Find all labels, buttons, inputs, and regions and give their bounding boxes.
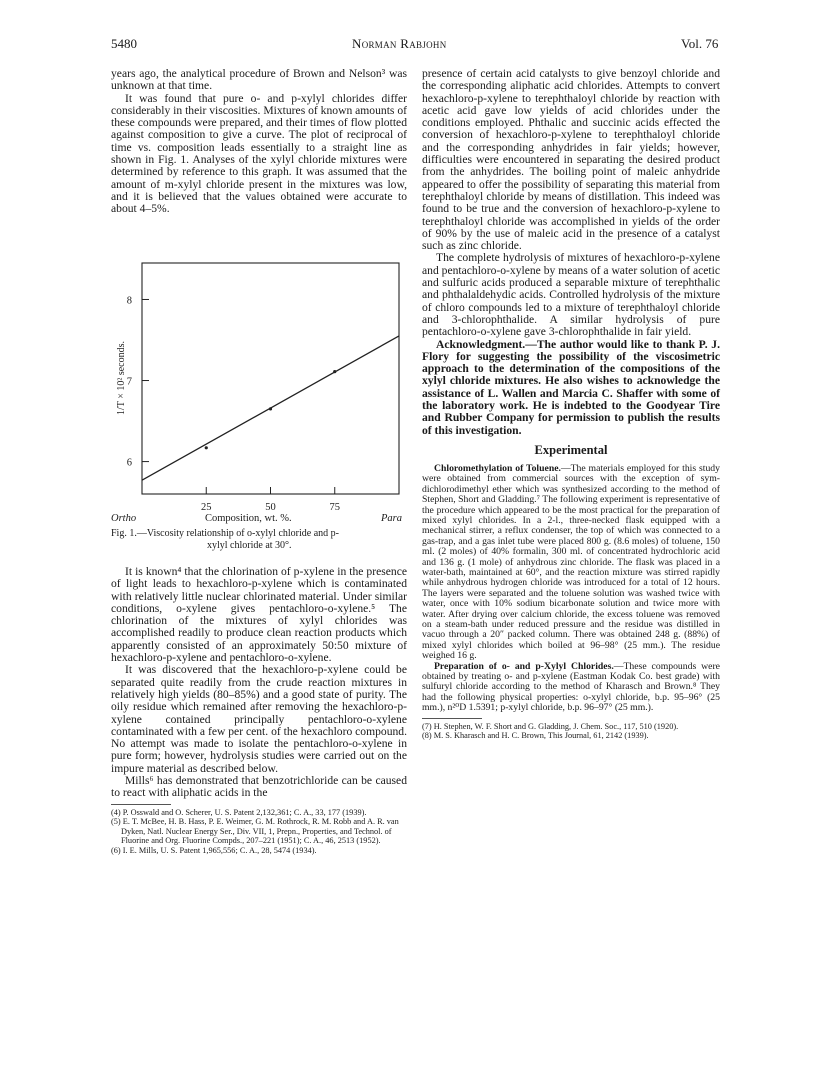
ack-text: —The author would like to thank P. J. Flory for suggesting the possibility of the viscosimetric approach to the determination of the compositions of the xylyl chloride mixtures. He also wishes to acknowledge the assistance of L. Wallen and Marcia C. Shaffer with some of the laboratory work. He is indebted to the Goodyear Tire and Rubber Company for permission to publish the results of this investigation. (422, 337, 720, 437)
paragraph: It was found that pure o- and p-xylyl chlorides differ considerably in their viscosities. Mixtures of known amounts of these compounds were prepared, and their times of flow plotted against composition to give a curve. The plot of reciprocal of time vs. composition leads essentially to a straight line as shown in Fig. 1. Analyses of the xylyl chloride mixtures were determined by reference to this graph. It was assumed that the amount of m-xylyl chloride present in the mixtures was low, and it is believed that the values obtained were accurate to about 4–5%. (111, 91, 407, 216)
paragraph: years ago, the analytical procedure of Brown and Nelson³ was unknown at that time. (111, 67, 407, 93)
fit-line (142, 336, 399, 480)
footnote: (8) M. S. Kharasch and H. C. Brown, This Journal, 61, 2142 (1939). (422, 731, 649, 741)
footnote: (6) I. E. Mills, U. S. Patent 1,965,556; C. A., 28, 5474 (1934). (111, 846, 317, 856)
data-point (333, 370, 336, 373)
y-tick-label: 7 (126, 376, 132, 388)
para-label: Para (381, 513, 402, 524)
x-tick-label: 25 (201, 502, 212, 513)
footnote-rule (422, 718, 482, 719)
paragraph: presence of certain acid catalysts to give benzoyl chloride and the corresponding aliphatic acid chlorides. Attempts to convert hexachloro-p-xylene to terephthaloyl chloride by reaction with acetic acid gave low yields of acid chlorides under the conditions employed. Phthalic and succinic acids effected the conversion of hexachloro-p-xylene to terephthaloyl chloride and the corresponding anhydrides in fair yields; however, difficulties were encountered in separating the desired product from the anhydrides. The boiling point of maleic anhydride appeared to offer the possibility of separating this material from terephthaloyl chloride by means of distillation. This indeed was found to be true and the conversion of hexachloro-p-xylene to terephthaloyl chloride was accomplished in yields of the order of 90% by the use of maleic acid in the presence of a catalyst such as zinc chloride. (422, 67, 720, 253)
caption-line: xylyl chloride at 30°. (207, 540, 292, 551)
y-tick-label: 8 (126, 295, 132, 307)
footnote: (7) H. Stephen, W. F. Short and G. Gladding, J. Chem. Soc., 117, 510 (1920). (422, 721, 679, 731)
paragraph: It was discovered that the hexachloro-p-xylene could be separated quite readily from the crude reaction mixtures in relatively high yields (80–85%) and a good state of purity. The oily residue which remained after removing the hexachloro-p-xylene contained principally pentachloro-o-xylene contaminated with a few per cent. of the hexachloro compound. No attempt was made to isolate the pentachloro-o-xylene in pure form; however, hydrolysis studies were carried out on the impure material as described below. (111, 663, 407, 775)
experimental-heading: Experimental (534, 442, 608, 457)
chart-frame (142, 263, 399, 494)
acknowledgment (422, 339, 720, 437)
footnote: (5) E. T. McBee, H. B. Hass, P. E. Weimer, G. M. Rothrock, R. M. Robb and A. R. van Dyken, Natl. Nuclear Energy Ser., Div. VII, 1, Prepn., Properties, and Technol. of Fluorine and Org. Fluorine Compds., 207–221 (1951); C. A., 46, 2513 (1952). (111, 817, 399, 846)
exp2-heading: Preparation of o- and p-Xylyl Chlorides. (434, 660, 614, 672)
y-axis-label: 1/T × 10² seconds. (116, 340, 127, 416)
page-number: 5480 (111, 36, 137, 51)
exp2-text: —These compounds were obtained by treating o- and p-xylene (Eastman Kodak Co. best grade) with sulfuryl chloride according to the method of Kharasch and Brown.⁸ They had the following physical properties: o-xylyl chloride, b.p. 95–96° (25 mm.), n²⁰D 1.5391; p-xylyl chloride, b.p. 96–97° (25 mm.). (422, 660, 720, 714)
experimental-paragraph (422, 464, 720, 662)
footnote: (4) P. Osswald and O. Scherer, U. S. Patent 2,132,361; C. A., 33, 177 (1939). (111, 807, 367, 817)
left-column-bottom (111, 566, 407, 856)
paragraph: Mills⁶ has demonstrated that benzotrichloride can be caused to react with aliphatic acids in the (111, 774, 407, 800)
right-column (422, 68, 720, 741)
exp1-text: —The materials employed for this study were obtained from commercial sources with the exception of sym-dichlorodimethyl ether which was synthesized according to the method of Stephen, Short and Gladding.⁷ The following experiment is representative of the procedure which appeared to be the most practical for the preparation of mixed xylyl chlorides. In a 2-l., three-necked flask equipped with a mechanical stirrer, a reflux condenser, the top of which was connected to a gas-trap, and a gas inlet tube were placed 800 g. (8.6 moles) of toluene, 150 ml. (2 moles) of 40% formalin, 300 ml. of concentrated hydrochloric acid and 136 g. (1 mole) of anhydrous zinc chloride. The flask was placed in a water-bath, maintained at 60°, and the reaction mixture was stirred rapidly while anhydrous hydrogen chloride was introduced for a total of 12 hours. The layers were separated and the toluene solution was washed twice with water, once with 10% sodium bicarbonate solution and twice more with water. After drying over calcium chloride, the excess toluene was removed on a steam-bath under reduced pressure and the residue was distilled in vacuo through a 20″ packed column. There was obtained 248 g. (88%) of mixed xylyl chlorides which boiled at 96–98° (25 mm.). The residue weighed 16 g. (422, 462, 720, 662)
data-point (205, 446, 208, 449)
y-tick-label: 6 (126, 457, 132, 469)
running-author: Norman Rabjohn (352, 36, 447, 51)
paragraph: It is known⁴ that the chlorination of p-xylene in the presence of light leads to hexachloro-p-xylene which is contaminated with relatively little nuclear chlorinated material. Under similar conditions, o-xylene gives pentachloro-o-xylene.⁵ The chlorination of the mixtures of xylyl chlorides was accomplished readily to produce clean reaction products which apparently consisted of an approximately 50:50 mixture of hexachloro-p-xylene and pentachloro-o-xylene. (111, 565, 407, 665)
volume-label: Vol. 76 (681, 36, 719, 51)
caption-line: Fig. 1.—Viscosity relationship of o-xylyl chloride and p- (111, 528, 339, 539)
exp1-heading: Chloromethylation of Toluene. (434, 462, 561, 474)
left-column-top (111, 68, 407, 216)
footnote-rule (111, 804, 171, 805)
figure-caption (111, 528, 411, 552)
ortho-label: Ortho (111, 513, 137, 524)
paragraph: The complete hydrolysis of mixtures of hexachloro-p-xylene and pentachloro-o-xylene by means of a water solution of acetic and sulfuric acids produced a separable mixture of terephthalic and phthalaldehydic acids. Controlled hydrolysis of the mixture of chloro compounds led to a mixture of terephthaloyl chloride and 3-chlorophthalide. A similar hydrolysis of pure pentachloro-o-xylene gave 3-chlorophthalide in fair yield. (422, 251, 720, 339)
ack-heading: Acknowledgment. (436, 337, 526, 351)
x-tick-label: 75 (329, 502, 340, 513)
data-point (269, 407, 272, 410)
x-axis-label: Composition, wt. %. (205, 513, 292, 524)
x-tick-label: 50 (265, 502, 276, 513)
experimental-paragraph (422, 662, 720, 714)
